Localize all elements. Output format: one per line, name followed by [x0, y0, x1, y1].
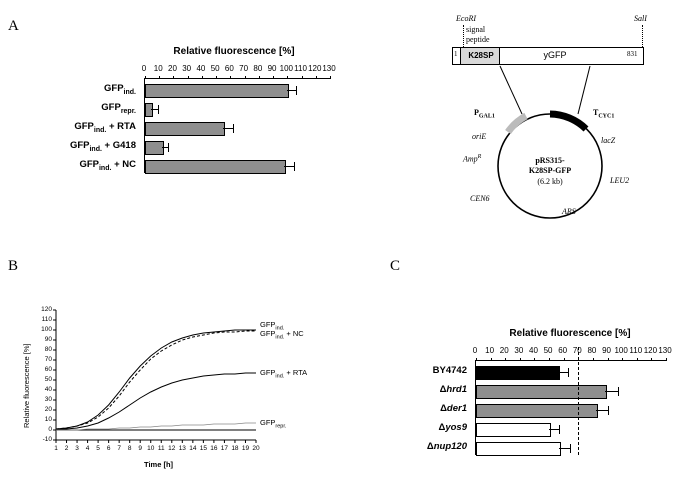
x-tick-label: 20: [252, 445, 260, 452]
error-bar: [596, 410, 608, 411]
error-bar-cap: [618, 387, 619, 396]
category-label: Δnup120: [426, 440, 467, 452]
axis-tick-label: 30: [182, 64, 192, 73]
axis-tick-mark: [302, 76, 303, 79]
x-tick-label: 8: [127, 445, 132, 452]
axis-tick-mark: [666, 358, 667, 361]
category-label: $GFP_{ind.}$ + RTA: [74, 121, 136, 134]
panel-a-axis-title: Relative fluorescence [%]: [173, 46, 295, 57]
x-tick-label: 12: [168, 445, 176, 452]
x-tick-label: 3: [75, 445, 79, 452]
category-label: Δder1: [440, 403, 467, 414]
panel-b-ylabel: Relative fluorescence [%]: [22, 343, 31, 428]
error-bar: [287, 90, 296, 91]
x-tick-label: 7: [117, 445, 121, 452]
category-label: Δyos9: [438, 421, 467, 433]
axis-tick-mark: [491, 358, 492, 361]
x-tick-label: 1: [54, 445, 58, 452]
ampr-label: Amp$^R$: [463, 154, 482, 164]
y-tick-label: 100: [41, 326, 52, 333]
axis-tick-label: 90: [267, 64, 277, 73]
x-tick-label: 10: [147, 445, 155, 452]
axis-tick-mark: [593, 358, 594, 361]
signal-peptide-box: [460, 47, 500, 65]
axis-tick-label: 80: [587, 346, 597, 355]
bar-gfp-ind-rta: [145, 122, 225, 136]
y-tick-label: -10: [42, 436, 52, 443]
series-label: $GFP_{ind.}$ + RTA: [260, 368, 308, 380]
cen6-label: CEN6: [470, 194, 490, 203]
axis-tick-mark: [188, 76, 189, 79]
x-tick-label: 6: [106, 445, 111, 452]
error-bar-cap: [559, 425, 560, 434]
x-tick-label: 14: [189, 445, 197, 452]
axis-tick-label: 70: [239, 64, 249, 73]
axis-tick-mark: [216, 76, 217, 79]
ygfp-box-label: yGFP: [543, 50, 567, 60]
axis-tick-label: 20: [499, 346, 509, 355]
bar-by4742: [476, 366, 560, 380]
error-bar: [559, 448, 569, 449]
y-tick-label: 70: [44, 356, 52, 363]
panel-b-line-chart: [14, 300, 354, 475]
panel-c-axis-title: Relative fluorescence [%]: [509, 328, 631, 339]
cassette-pos-start: 1: [454, 50, 458, 58]
x-tick-label: 9: [138, 445, 143, 452]
axis-tick-label: 80: [253, 64, 263, 73]
panel-b-plot: [14, 300, 354, 475]
signal-label-line2: peptide: [466, 35, 490, 44]
bar-gfp-repr-: [145, 103, 153, 117]
panel-a-bar-chart: [14, 38, 344, 198]
error-bar: [558, 372, 568, 373]
y-tick-label: 0: [48, 426, 52, 433]
y-tick-label: 30: [44, 396, 52, 403]
axis-tick-mark: [505, 358, 506, 361]
category-label: $GFP_{ind.} + G418$: [69, 139, 136, 153]
axis-tick-label: 50: [210, 64, 220, 73]
category-label: $GFP_{ind.}$: [104, 83, 136, 97]
panel-b-xlabel: Time [h]: [144, 460, 174, 469]
category-label: $GFP_{ind.}$ + NC: [79, 158, 136, 172]
panel-c-bar-chart: [390, 320, 690, 465]
error-bar-cap: [168, 143, 169, 152]
x-tick-label: 19: [241, 445, 250, 452]
y-tick-label: 20: [44, 406, 52, 413]
series-label: $GFP_{ind.}$: [260, 320, 285, 332]
axis-tick-label: 60: [558, 346, 568, 355]
x-tick-label: 5: [96, 445, 100, 452]
ars-label: ARS: [562, 207, 576, 216]
error-bar: [223, 128, 233, 129]
bar-der1: [476, 404, 598, 418]
axis-tick-label: 70: [572, 346, 582, 355]
axis-tick-label: 100: [614, 346, 628, 355]
axis-tick-mark: [651, 358, 652, 361]
category-label: BY4742: [432, 365, 467, 377]
y-tick-label: 90: [44, 336, 52, 343]
lacz-label: lacZ: [601, 136, 616, 145]
axis-tick-mark: [173, 76, 174, 79]
x-tick-label: 17: [220, 445, 229, 452]
y-tick-label: 120: [41, 306, 52, 313]
category-label: Δhrd1: [439, 384, 467, 396]
k28sp-box-label: K28SP: [468, 51, 494, 60]
panel-label-b: B: [8, 258, 19, 274]
axis-tick-label: 10: [153, 64, 163, 73]
axis-tick-label: 130: [322, 64, 336, 73]
axis-tick-mark: [316, 76, 317, 79]
y-tick-label: 10: [44, 416, 52, 423]
axis-tick-mark: [287, 76, 288, 79]
orie-label: oriE: [472, 132, 487, 141]
x-tick-label: 18: [231, 445, 239, 452]
error-bar-cap: [294, 162, 295, 171]
leu2-label: LEU2: [610, 176, 630, 185]
bar-gfp-ind-: [145, 84, 289, 98]
sali-site-label: SalI: [634, 14, 647, 23]
axis-tick-label: 40: [529, 346, 538, 355]
axis-tick-mark: [534, 358, 535, 361]
bar-gfp-ind-g418: [145, 141, 164, 155]
bar-gfp-ind-nc: [145, 160, 286, 174]
axis-tick-mark: [259, 76, 260, 79]
axis-tick-label: 30: [514, 346, 524, 355]
axis-tick-label: 50: [543, 346, 553, 355]
plasmid-size: (6.2 kb): [537, 177, 563, 186]
series-line: [56, 373, 256, 429]
y-tick-label: 110: [41, 316, 52, 323]
axis-tick-mark: [145, 76, 146, 79]
axis-tick-mark: [230, 76, 231, 79]
error-bar-cap: [568, 368, 569, 377]
axis-tick-mark: [637, 358, 638, 361]
error-bar-cap: [158, 105, 159, 114]
terminator-label: $T_{CYC1}$: [593, 108, 615, 120]
plasmid-map: [430, 14, 690, 229]
y-tick-label: 50: [44, 376, 52, 383]
axis-tick-label: 0: [472, 346, 478, 355]
error-bar: [284, 166, 294, 167]
y-tick-label: 40: [44, 386, 52, 393]
axis-tick-mark: [273, 76, 274, 79]
axis-tick-label: 10: [485, 346, 495, 355]
axis-tick-label: 0: [141, 64, 147, 73]
panel-label-c: C: [390, 258, 401, 274]
axis-tick-mark: [476, 358, 477, 361]
promoter-label: $P_{GAL1}$: [474, 108, 495, 120]
axis-tick-label: 20: [168, 64, 177, 73]
axis-tick-mark: [564, 358, 565, 361]
axis-tick-label: 110: [629, 346, 643, 355]
axis-tick-label: 90: [602, 346, 611, 355]
axis-tick-label: 100: [279, 64, 293, 73]
bar-yos9: [476, 423, 551, 437]
x-tick-label: 16: [210, 445, 218, 452]
series-label: $GFP_{ind.}$ + NC: [260, 329, 304, 341]
error-bar: [605, 391, 618, 392]
series-line: [56, 330, 256, 429]
plasmid-name-line2: K28SP-GFP: [528, 166, 572, 175]
reference-line: [578, 347, 579, 455]
axis-tick-mark: [622, 358, 623, 361]
axis-tick-mark: [245, 76, 246, 79]
axis-tick-mark: [608, 358, 609, 361]
x-tick-label: 13: [178, 445, 186, 452]
error-bar-cap: [608, 406, 609, 415]
bar-hrd1: [476, 385, 607, 399]
axis-tick-label: 120: [308, 64, 322, 73]
x-tick-label: 11: [157, 445, 165, 452]
axis-tick-mark: [549, 358, 550, 361]
error-bar: [549, 429, 559, 430]
y-tick-label: 80: [44, 346, 52, 353]
cassette-pos-end: 831: [627, 50, 638, 58]
axis-tick-label: 130: [658, 346, 672, 355]
error-bar-cap: [296, 86, 297, 95]
axis-tick-mark: [202, 76, 203, 79]
plasmid-name-line1: pRS315-: [535, 156, 565, 165]
panel-label-a: A: [8, 18, 19, 34]
signal-label-line1: signal: [466, 25, 486, 34]
axis-tick-label: 60: [224, 64, 234, 73]
axis-tick-label: 120: [643, 346, 658, 355]
axis-tick-mark: [330, 76, 331, 79]
series-label: $GFP_{repr.}$: [260, 418, 287, 430]
category-label: $GFP_{repr.}$: [101, 102, 136, 116]
ecori-site-label: EcoRI: [456, 14, 476, 23]
x-tick-label: 4: [85, 445, 90, 452]
axis-tick-mark: [159, 76, 160, 79]
x-tick-label: 2: [64, 445, 69, 452]
bar-nup120: [476, 442, 561, 456]
series-line: [56, 331, 256, 429]
y-tick-label: 60: [44, 366, 52, 373]
error-bar-cap: [233, 124, 234, 133]
axis-tick-label: 40: [196, 64, 206, 73]
axis-tick-mark: [520, 358, 521, 361]
axis-tick-label: 110: [294, 64, 307, 73]
error-bar-cap: [570, 444, 571, 453]
x-tick-label: 15: [199, 445, 207, 452]
error-bar: [151, 109, 158, 110]
